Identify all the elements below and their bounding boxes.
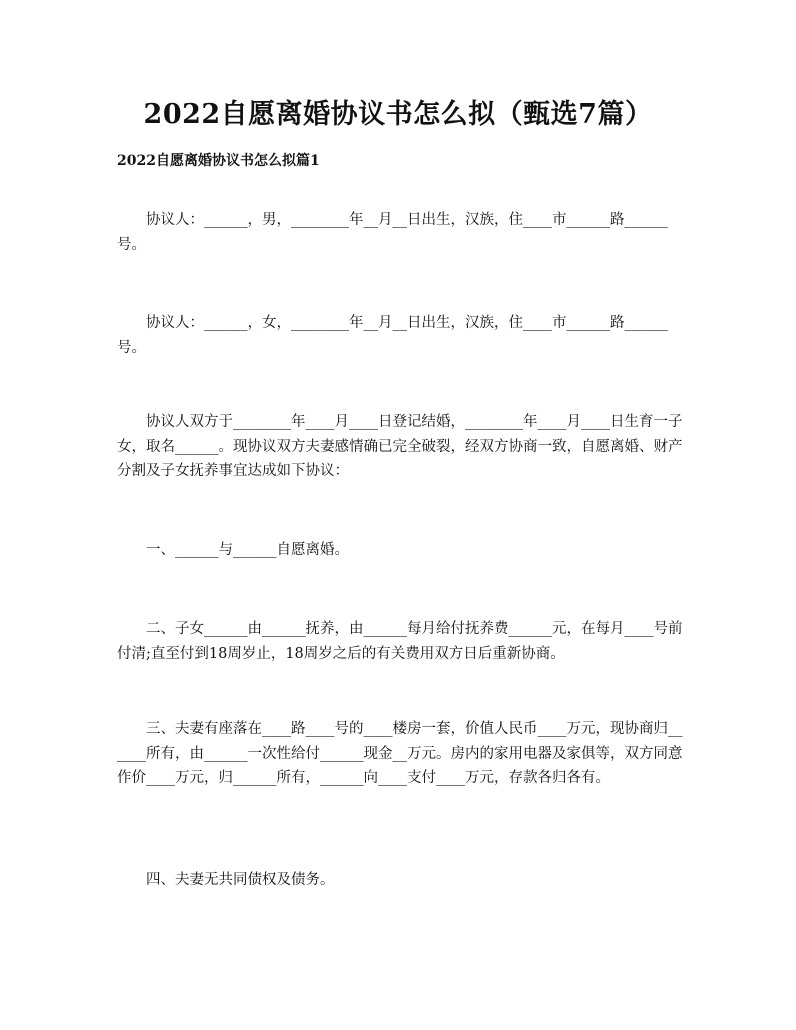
- section-heading: 2022自愿离婚协议书怎么拟篇1: [117, 153, 320, 169]
- paragraph-marriage-background: 协议人双方于________年____月____日登记结婚，________年____月____日生育一子女，取名______。现协议双方夫妻感情确已完全破裂，经双方协商一致，自愿离婚、财产分割及子女抚养事宜达成如下协议：: [117, 414, 683, 479]
- paragraph-clause-1: 一、______与______自愿离婚。: [146, 542, 349, 558]
- paragraph-clause-4: 四、夫妻无共同债权及债务。: [146, 872, 335, 888]
- paragraph-clause-2: 二、子女______由______抚养，由______每月给付抚养费______元，在每月____号前付清;直至付到18周岁止，18周岁之后的有关费用双方日后重新协商。: [117, 621, 683, 662]
- paragraph-party-female: 协议人：______，女，________年__月__日出生，汉族，住____市______路______号。: [117, 315, 668, 356]
- document-title: 2022自愿离婚协议书怎么拟（甄选7篇）: [143, 99, 653, 130]
- paragraph-clause-3: 三、夫妻有座落在____路____号的____楼房一套，价值人民币____万元，现协商归______所有，由______一次性给付______现金__万元。房内的家用电器及家俱等，双方同意作价____万元，归______所有，______向____支付____万元，存款各归各有。: [117, 721, 683, 786]
- paragraph-party-male: 协议人：______，男，________年__月__日出生，汉族，住____市______路______号。: [117, 212, 668, 253]
